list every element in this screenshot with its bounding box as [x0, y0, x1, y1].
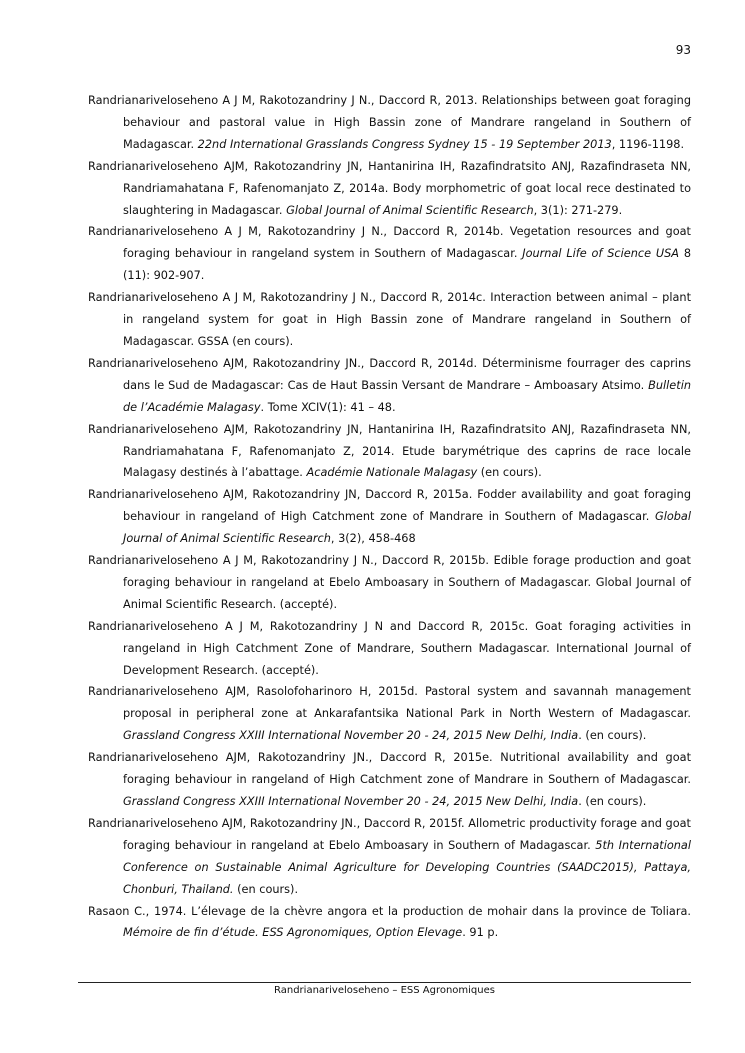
- reference-entry: Randrianariveloseheno A J M, Rakotozandriny J N., Daccord R, 2015b. Edible forage production and goat foraging behaviour in rangeland at Ebelo Amboasary in Southern of Madagascar. Global Journal of Animal Scientific Research. (accepté).: [88, 554, 691, 611]
- reference-list: [88, 90, 691, 944]
- reference-entry: Randrianariveloseheno A J M, Rakotozandriny J N., Daccord R, 2014b. Vegetation resources and goat foraging behaviour in rangeland system in Southern of Madagascar. Journal Life of Science USA 8 (11): 902-907.: [88, 225, 692, 283]
- reference-entry: Randrianariveloseheno AJM, Rakotozandriny JN., Daccord R, 2015f. Allometric productivity forage and goat foraging behaviour in rangeland at Ebelo Amboasary in Southern of Madagascar. 5th International Conference on Sustainable Animal Agriculture for Developing Countries (SAADC2015), Pattaya, Chonburi, Thailand. (en cours).: [88, 816, 691, 896]
- page-number: 93: [675, 43, 691, 57]
- reference-entry: Randrianariveloseheno AJM, Rakotozandriny JN, Hantanirina IH, Razafindratsito ANJ, Razafindraseta NN, Randriamahatana F, Rafenomanjato Z, 2014. Etude barymétrique des caprins de race locale Malagasy destinés à l’abattage. Académie Nationale Malagasy (en cours).: [88, 422, 691, 480]
- page-footer: Randrianariveloseheno – ESS Agronomiques: [274, 985, 495, 996]
- reference-entry: Randrianariveloseheno A J M, Rakotozandriny J N and Daccord R, 2015c. Goat foraging activities in rangeland in High Catchment Zone of Mandrare, Southern Madagascar. International Journal of Development Research. (accepté).: [88, 619, 691, 677]
- reference-entry: Randrianariveloseheno AJM, Rakotozandriny JN., Daccord R, 2015e. Nutritional availability and goat foraging behaviour in rangeland of High Catchment zone of Mandrare in Southern of Madagascar. Grassland Congress XXIII International November 20 - 24, 2015 New Delhi, India. (en cours).: [88, 751, 691, 808]
- reference-entry: Rasaon C., 1974. L’élevage de la chèvre angora et la production de mohair dans la province de Toliara. Mémoire de fin d’étude. ESS Agronomiques, Option Elevage. 91 p.: [88, 904, 691, 940]
- reference-entry: Randrianariveloseheno AJM, Rakotozandriny JN, Hantanirina IH, Razafindratsito ANJ, Razafindraseta NN, Randriamahatana F, Rafenomanjato Z, 2014a. Body morphometric of goat local rece destinated to slaughtering in Madagascar. Global Journal of Animal Scientific Research, 3(1): 271-279.: [88, 159, 691, 217]
- reference-entry: Randrianariveloseheno AJM, Rasolofoharinoro H, 2015d. Pastoral system and savannah management proposal in peripheral zone at Ankarafantsika National Park in North Western of Madagascar. Grassland Congress XXIII International November 20 - 24, 2015 New Delhi, India. (en cours).: [88, 685, 691, 743]
- reference-entry: Randrianariveloseheno AJM, Rakotozandriny JN., Daccord R, 2014d. Déterminisme fourrager des caprins dans le Sud de Madagascar: Cas de Haut Bassin Versant de Mandrare – Amboasary Atsimo. Bulletin de l’Académie Malagasy. Tome XCIV(1): 41 – 48.: [88, 356, 691, 414]
- reference-entry: Randrianariveloseheno A J M, Rakotozandriny J N., Daccord R, 2014c. Interaction between animal – plant in rangeland system for goat in High Bassin zone of Mandrare rangeland in Southern of Madagascar. GSSA (en cours).: [88, 291, 691, 348]
- reference-entry: Randrianariveloseheno AJM, Rakotozandriny JN, Daccord R, 2015a. Fodder availability and goat foraging behaviour in rangeland of High Catchment zone of Mandrare in Southern of Madagascar. Global Journal of Animal Scientific Research, 3(2), 458-468: [88, 488, 691, 546]
- reference-entry: Randrianariveloseheno A J M, Rakotozandriny J N., Daccord R, 2013. Relationships between goat foraging behaviour and pastoral value in High Bassin zone of Mandrare rangeland in Southern of Madagascar. 22nd International Grasslands Congress Sydney 15 - 19 September 2013, 1196-1198.: [88, 94, 691, 151]
- footer-divider: [78, 982, 691, 983]
